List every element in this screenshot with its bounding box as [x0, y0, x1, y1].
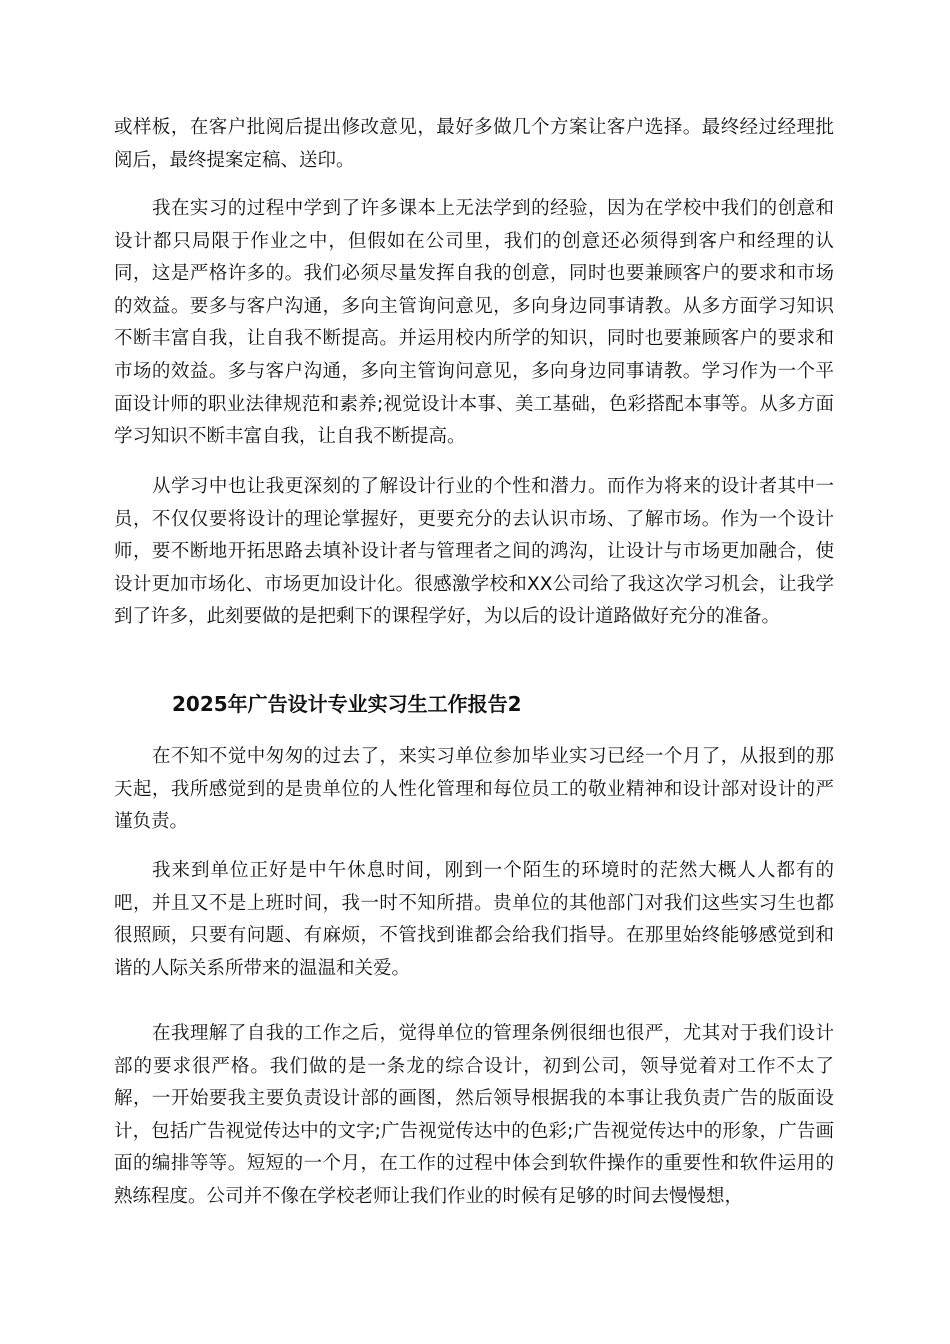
paragraph-1: 或样板，在客户批阅后提出修改意见，最好多做几个方案让客户选择。最终经过经理批阅后，最终提案定稿、送印。	[114, 117, 834, 171]
paragraph-6: 在我理解了自我的工作之后，觉得单位的管理条例很细也很严，尤其对于我们设计部的要求很严格。我们做的是一条龙的综合设计，初到公司，领导觉着对工作不太了解，一开始要我主要负责设计部的画图，然后领导根据我的本事让我负责广告的版面设计，包括广告视觉传达中的文字;广告视觉传达中的色彩;广告视觉传达中的形象，广告画面的编排等等。短短的一个月，在工作的过程中体会到软件操作的重要性和软件运用的熟练程度。公司并不像在学校老师让我们作业的时候有足够的时间去慢慢想，	[114, 1023, 834, 1207]
section-heading: 2025年广告设计专业实习生工作报告2	[172, 692, 522, 716]
paragraph-2: 我在实习的过程中学到了许多课本上无法学到的经验，因为在学校中我们的创意和设计都只局限于作业之中，但假如在公司里，我们的创意还必须得到客户和经理的认同，这是严格许多的。我们必须尽量发挥自我的创意，同时也要兼顾客户的要求和市场的效益。要多与客户沟通，多向主管询问意见，多向身边同事请教。从多方面学习知识不断丰富自我，让自我不断提高。并运用校内所学的知识，同时也要兼顾客户的要求和市场的效益。多与客户沟通，多向主管询问意见，多向身边同事请教。学习作为一个平面设计师的职业法律规范和素养;视觉设计本事、美工基础，色彩搭配本事等。从多方面学习知识不断丰富自我，让自我不断提高。	[114, 198, 834, 448]
paragraph-5: 我来到单位正好是中午休息时间，刚到一个陌生的环境时的茫然大概人人都有的吧，并且又不是上班时间，我一时不知所措。贵单位的其他部门对我们这些实习生也都很照顾，只要有问题、有麻烦，不管找到谁都会给我们指导。在那里始终能够感觉到和谐的人际关系所带来的温温和关爱。	[114, 860, 834, 979]
paragraph-3: 从学习中也让我更深刻的了解设计行业的个性和潜力。而作为将来的设计者其中一员，不仅仅要将设计的理论掌握好，更要充分的去认识市场、了解市场。作为一个设计师，要不断地开拓思路去填补设计者与管理者之间的鸿沟，让设计与市场更加融合，使设计更加市场化、市场更加设计化。很感激学校和XX公司给了我这次学习机会，让我学到了许多，此刻要做的是把剩下的课程学好，为以后的设计道路做好充分的准备。	[114, 476, 834, 628]
paragraph-4: 在不知不觉中匆匆的过去了，来实习单位参加毕业实习已经一个月了，从报到的那天起，我所感觉到的是贵单位的人性化管理和每位员工的敬业精神和设计部对设计的严谨负责。	[114, 746, 834, 833]
